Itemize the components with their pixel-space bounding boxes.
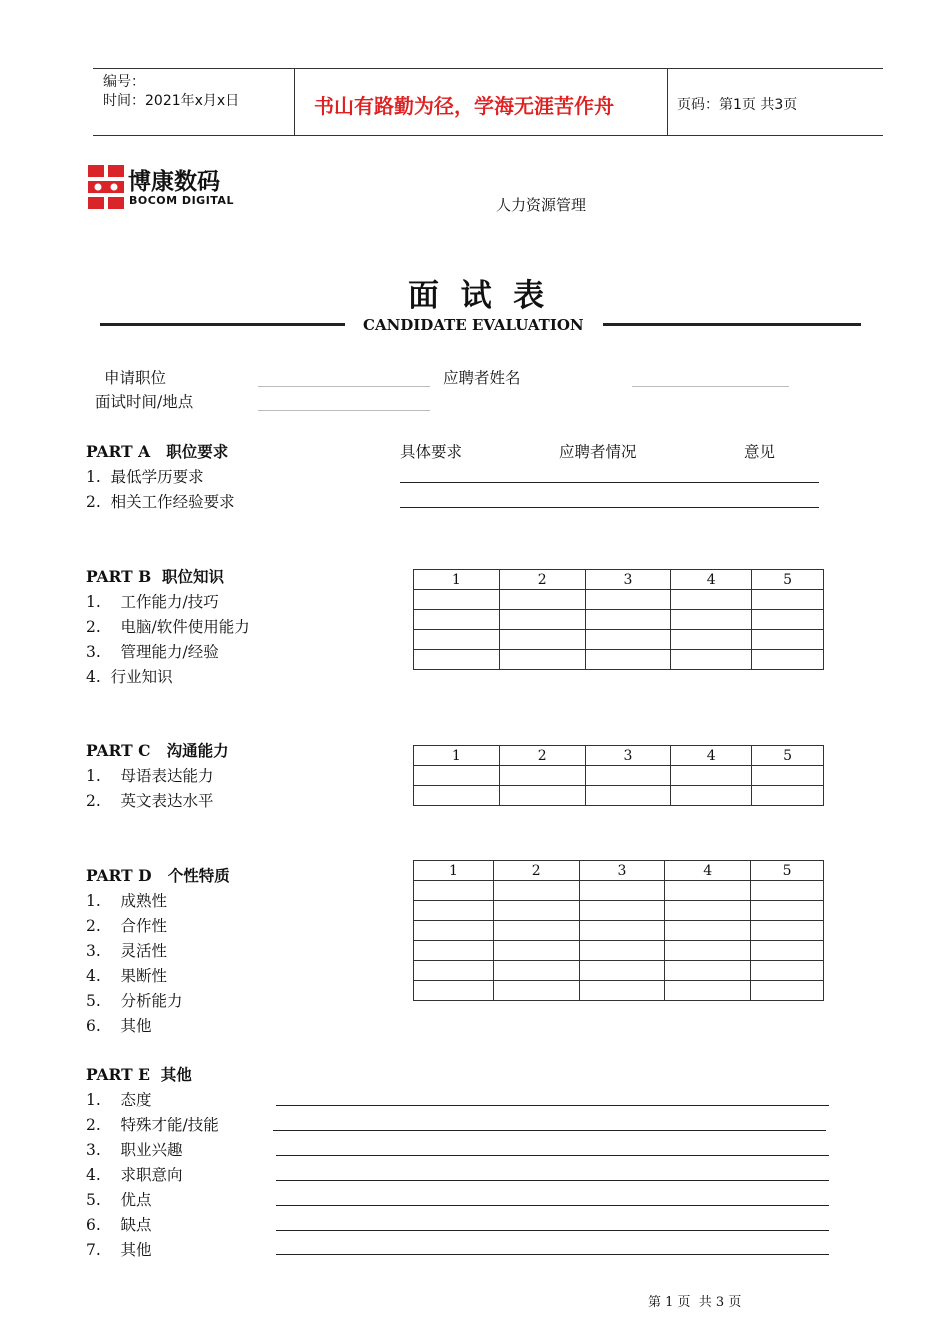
- score-header: 3: [579, 861, 665, 881]
- applicant-name-input[interactable]: [632, 386, 789, 387]
- score-cell[interactable]: [752, 590, 824, 610]
- part-b-item: 4. 行业知识: [86, 668, 173, 686]
- score-cell[interactable]: [579, 901, 665, 921]
- score-header: 3: [585, 570, 671, 590]
- part-d-heading: PART D 个性特质: [86, 866, 230, 885]
- score-header: 4: [665, 861, 751, 881]
- page-footer: 第 1 页 共 3 页: [648, 1295, 742, 1310]
- part-d-score-table: [413, 860, 824, 1001]
- score-cell[interactable]: [499, 610, 585, 630]
- score-cell[interactable]: [414, 650, 500, 670]
- score-cell[interactable]: [499, 766, 585, 786]
- part-e-answer-line[interactable]: [276, 1205, 829, 1206]
- part-e-item: 4. 求职意向: [86, 1166, 183, 1184]
- part-a-item: 2. 相关工作经验要求: [86, 493, 235, 511]
- part-e-answer-line[interactable]: [276, 1254, 829, 1255]
- score-cell[interactable]: [579, 921, 665, 941]
- part-e-answer-line[interactable]: [276, 1155, 829, 1156]
- score-cell[interactable]: [579, 881, 665, 901]
- score-cell[interactable]: [752, 786, 824, 806]
- score-row: [414, 961, 824, 981]
- score-header: 1: [414, 570, 500, 590]
- part-a-answer-line[interactable]: [400, 507, 819, 508]
- part-d-item: 4. 果断性: [86, 967, 167, 985]
- score-row: [414, 981, 824, 1001]
- score-cell[interactable]: [414, 881, 494, 901]
- part-b-heading: PART B 职位知识: [86, 567, 224, 586]
- score-cell[interactable]: [579, 961, 665, 981]
- part-a-item: 1. 最低学历要求: [86, 468, 204, 486]
- score-header: 1: [414, 861, 494, 881]
- score-cell[interactable]: [751, 941, 824, 961]
- title-rule-left: [100, 323, 345, 326]
- score-cell[interactable]: [671, 610, 752, 630]
- part-e-item: 7. 其他: [86, 1241, 152, 1259]
- score-cell[interactable]: [671, 590, 752, 610]
- position-label: 申请职位: [104, 369, 167, 387]
- part-d-item: 6. 其他: [86, 1017, 152, 1035]
- part-a-answer-line[interactable]: [400, 482, 819, 483]
- score-cell[interactable]: [585, 650, 671, 670]
- score-cell[interactable]: [493, 981, 579, 1001]
- score-cell[interactable]: [585, 590, 671, 610]
- part-b-item: 2. 电脑/软件使用能力: [86, 618, 250, 636]
- part-a-col-requirement: 具体要求: [400, 443, 463, 461]
- score-cell[interactable]: [585, 610, 671, 630]
- part-c-item: 2. 英文表达水平: [86, 792, 214, 810]
- part-e-item: 3. 职业兴趣: [86, 1141, 183, 1159]
- score-cell[interactable]: [414, 901, 494, 921]
- score-header: 4: [671, 570, 752, 590]
- score-cell[interactable]: [752, 766, 824, 786]
- header-motto: 书山有路勤为径，学海无涯苦作舟: [314, 94, 614, 118]
- score-header: 2: [499, 746, 585, 766]
- score-header: 4: [671, 746, 752, 766]
- header-number-label: 编号：: [103, 74, 145, 90]
- bocom-logo-mark-icon: [88, 165, 124, 209]
- score-row: [414, 941, 824, 961]
- logo-name-en: BOCOM DIGITAL: [129, 194, 234, 207]
- header-page-label: 页码：第1页 共3页: [677, 97, 798, 113]
- company-logo: [88, 165, 238, 209]
- applicant-name-label: 应聘者姓名: [443, 369, 521, 387]
- score-cell[interactable]: [752, 650, 824, 670]
- score-cell[interactable]: [665, 881, 751, 901]
- time-place-label: 面试时间/地点: [95, 393, 194, 411]
- score-cell[interactable]: [665, 981, 751, 1001]
- part-e-item: 5. 优点: [86, 1191, 152, 1209]
- score-header-row: [414, 861, 824, 881]
- score-header-row: [414, 570, 824, 590]
- score-cell[interactable]: [414, 921, 494, 941]
- header-time-label: 时间：2021年x月x日: [103, 93, 240, 109]
- part-b-item: 3. 管理能力/经验: [86, 643, 219, 661]
- score-cell[interactable]: [499, 590, 585, 610]
- part-e-heading: PART E 其他: [86, 1065, 192, 1084]
- part-b-score-table: [413, 569, 824, 670]
- score-cell[interactable]: [414, 786, 500, 806]
- part-c-score-table: [413, 745, 824, 806]
- score-cell[interactable]: [751, 961, 824, 981]
- score-cell[interactable]: [414, 590, 500, 610]
- department-label: 人力资源管理: [496, 196, 587, 214]
- part-e-answer-line[interactable]: [276, 1105, 829, 1106]
- score-cell[interactable]: [499, 650, 585, 670]
- score-cell[interactable]: [585, 630, 671, 650]
- score-row: [414, 610, 824, 630]
- part-c-item: 1. 母语表达能力: [86, 767, 214, 785]
- score-cell[interactable]: [665, 941, 751, 961]
- score-row: [414, 881, 824, 901]
- score-cell[interactable]: [671, 630, 752, 650]
- score-cell[interactable]: [414, 941, 494, 961]
- score-row: [414, 766, 824, 786]
- score-cell[interactable]: [493, 941, 579, 961]
- score-cell[interactable]: [671, 650, 752, 670]
- score-cell[interactable]: [751, 981, 824, 1001]
- part-a-col-opinion: 意见: [744, 443, 776, 461]
- part-b-item: 1. 工作能力/技巧: [86, 593, 219, 611]
- position-input[interactable]: [258, 386, 430, 387]
- score-cell[interactable]: [665, 901, 751, 921]
- score-cell[interactable]: [493, 921, 579, 941]
- logo-name-cn: 博康数码: [128, 169, 220, 195]
- score-cell[interactable]: [751, 921, 824, 941]
- score-cell[interactable]: [585, 786, 671, 806]
- score-header-row: [414, 746, 824, 766]
- score-cell[interactable]: [752, 630, 824, 650]
- part-e-item: 6. 缺点: [86, 1216, 152, 1234]
- score-cell[interactable]: [493, 961, 579, 981]
- part-d-item: 3. 灵活性: [86, 942, 167, 960]
- score-cell[interactable]: [414, 630, 500, 650]
- score-cell[interactable]: [579, 981, 665, 1001]
- score-cell[interactable]: [499, 786, 585, 806]
- score-cell[interactable]: [585, 766, 671, 786]
- score-header: 1: [414, 746, 500, 766]
- score-cell[interactable]: [752, 610, 824, 630]
- score-row: [414, 786, 824, 806]
- part-d-item: 1. 成熟性: [86, 892, 167, 910]
- page-title: 面 试 表: [408, 278, 545, 314]
- score-row: [414, 630, 824, 650]
- score-cell[interactable]: [751, 881, 824, 901]
- part-c-heading: PART C 沟通能力: [86, 741, 229, 760]
- score-row: [414, 921, 824, 941]
- part-d-item: 2. 合作性: [86, 917, 167, 935]
- score-cell[interactable]: [499, 630, 585, 650]
- part-d-item: 5. 分析能力: [86, 992, 183, 1010]
- score-cell[interactable]: [493, 901, 579, 921]
- time-place-input[interactable]: [258, 410, 430, 411]
- page-subtitle: CANDIDATE EVALUATION: [363, 316, 584, 334]
- score-header: 5: [751, 861, 824, 881]
- score-header: 5: [752, 746, 824, 766]
- score-cell[interactable]: [671, 766, 752, 786]
- score-cell[interactable]: [665, 921, 751, 941]
- score-header: 3: [585, 746, 671, 766]
- header-top-rule: [93, 68, 883, 69]
- score-cell[interactable]: [665, 961, 751, 981]
- title-rule-right: [603, 323, 861, 326]
- score-cell[interactable]: [751, 901, 824, 921]
- part-a-heading: PART A 职位要求: [86, 442, 229, 461]
- part-e-answer-line[interactable]: [273, 1130, 826, 1131]
- header-divider-1: [294, 68, 295, 136]
- part-a-col-candidate: 应聘者情况: [559, 443, 637, 461]
- score-cell[interactable]: [414, 610, 500, 630]
- score-cell[interactable]: [414, 981, 494, 1001]
- score-cell[interactable]: [493, 881, 579, 901]
- part-e-item: 2. 特殊才能/技能: [86, 1116, 219, 1134]
- part-e-item: 1. 态度: [86, 1091, 152, 1109]
- header-divider-2: [667, 68, 668, 136]
- score-header: 2: [493, 861, 579, 881]
- score-cell[interactable]: [414, 961, 494, 981]
- score-row: [414, 901, 824, 921]
- header-bottom-rule: [93, 135, 883, 136]
- part-e-answer-line[interactable]: [276, 1180, 829, 1181]
- score-row: [414, 590, 824, 610]
- score-header: 5: [752, 570, 824, 590]
- score-cell[interactable]: [414, 766, 500, 786]
- score-row: [414, 650, 824, 670]
- part-e-answer-line[interactable]: [276, 1230, 829, 1231]
- score-header: 2: [499, 570, 585, 590]
- score-cell[interactable]: [671, 786, 752, 806]
- score-cell[interactable]: [579, 941, 665, 961]
